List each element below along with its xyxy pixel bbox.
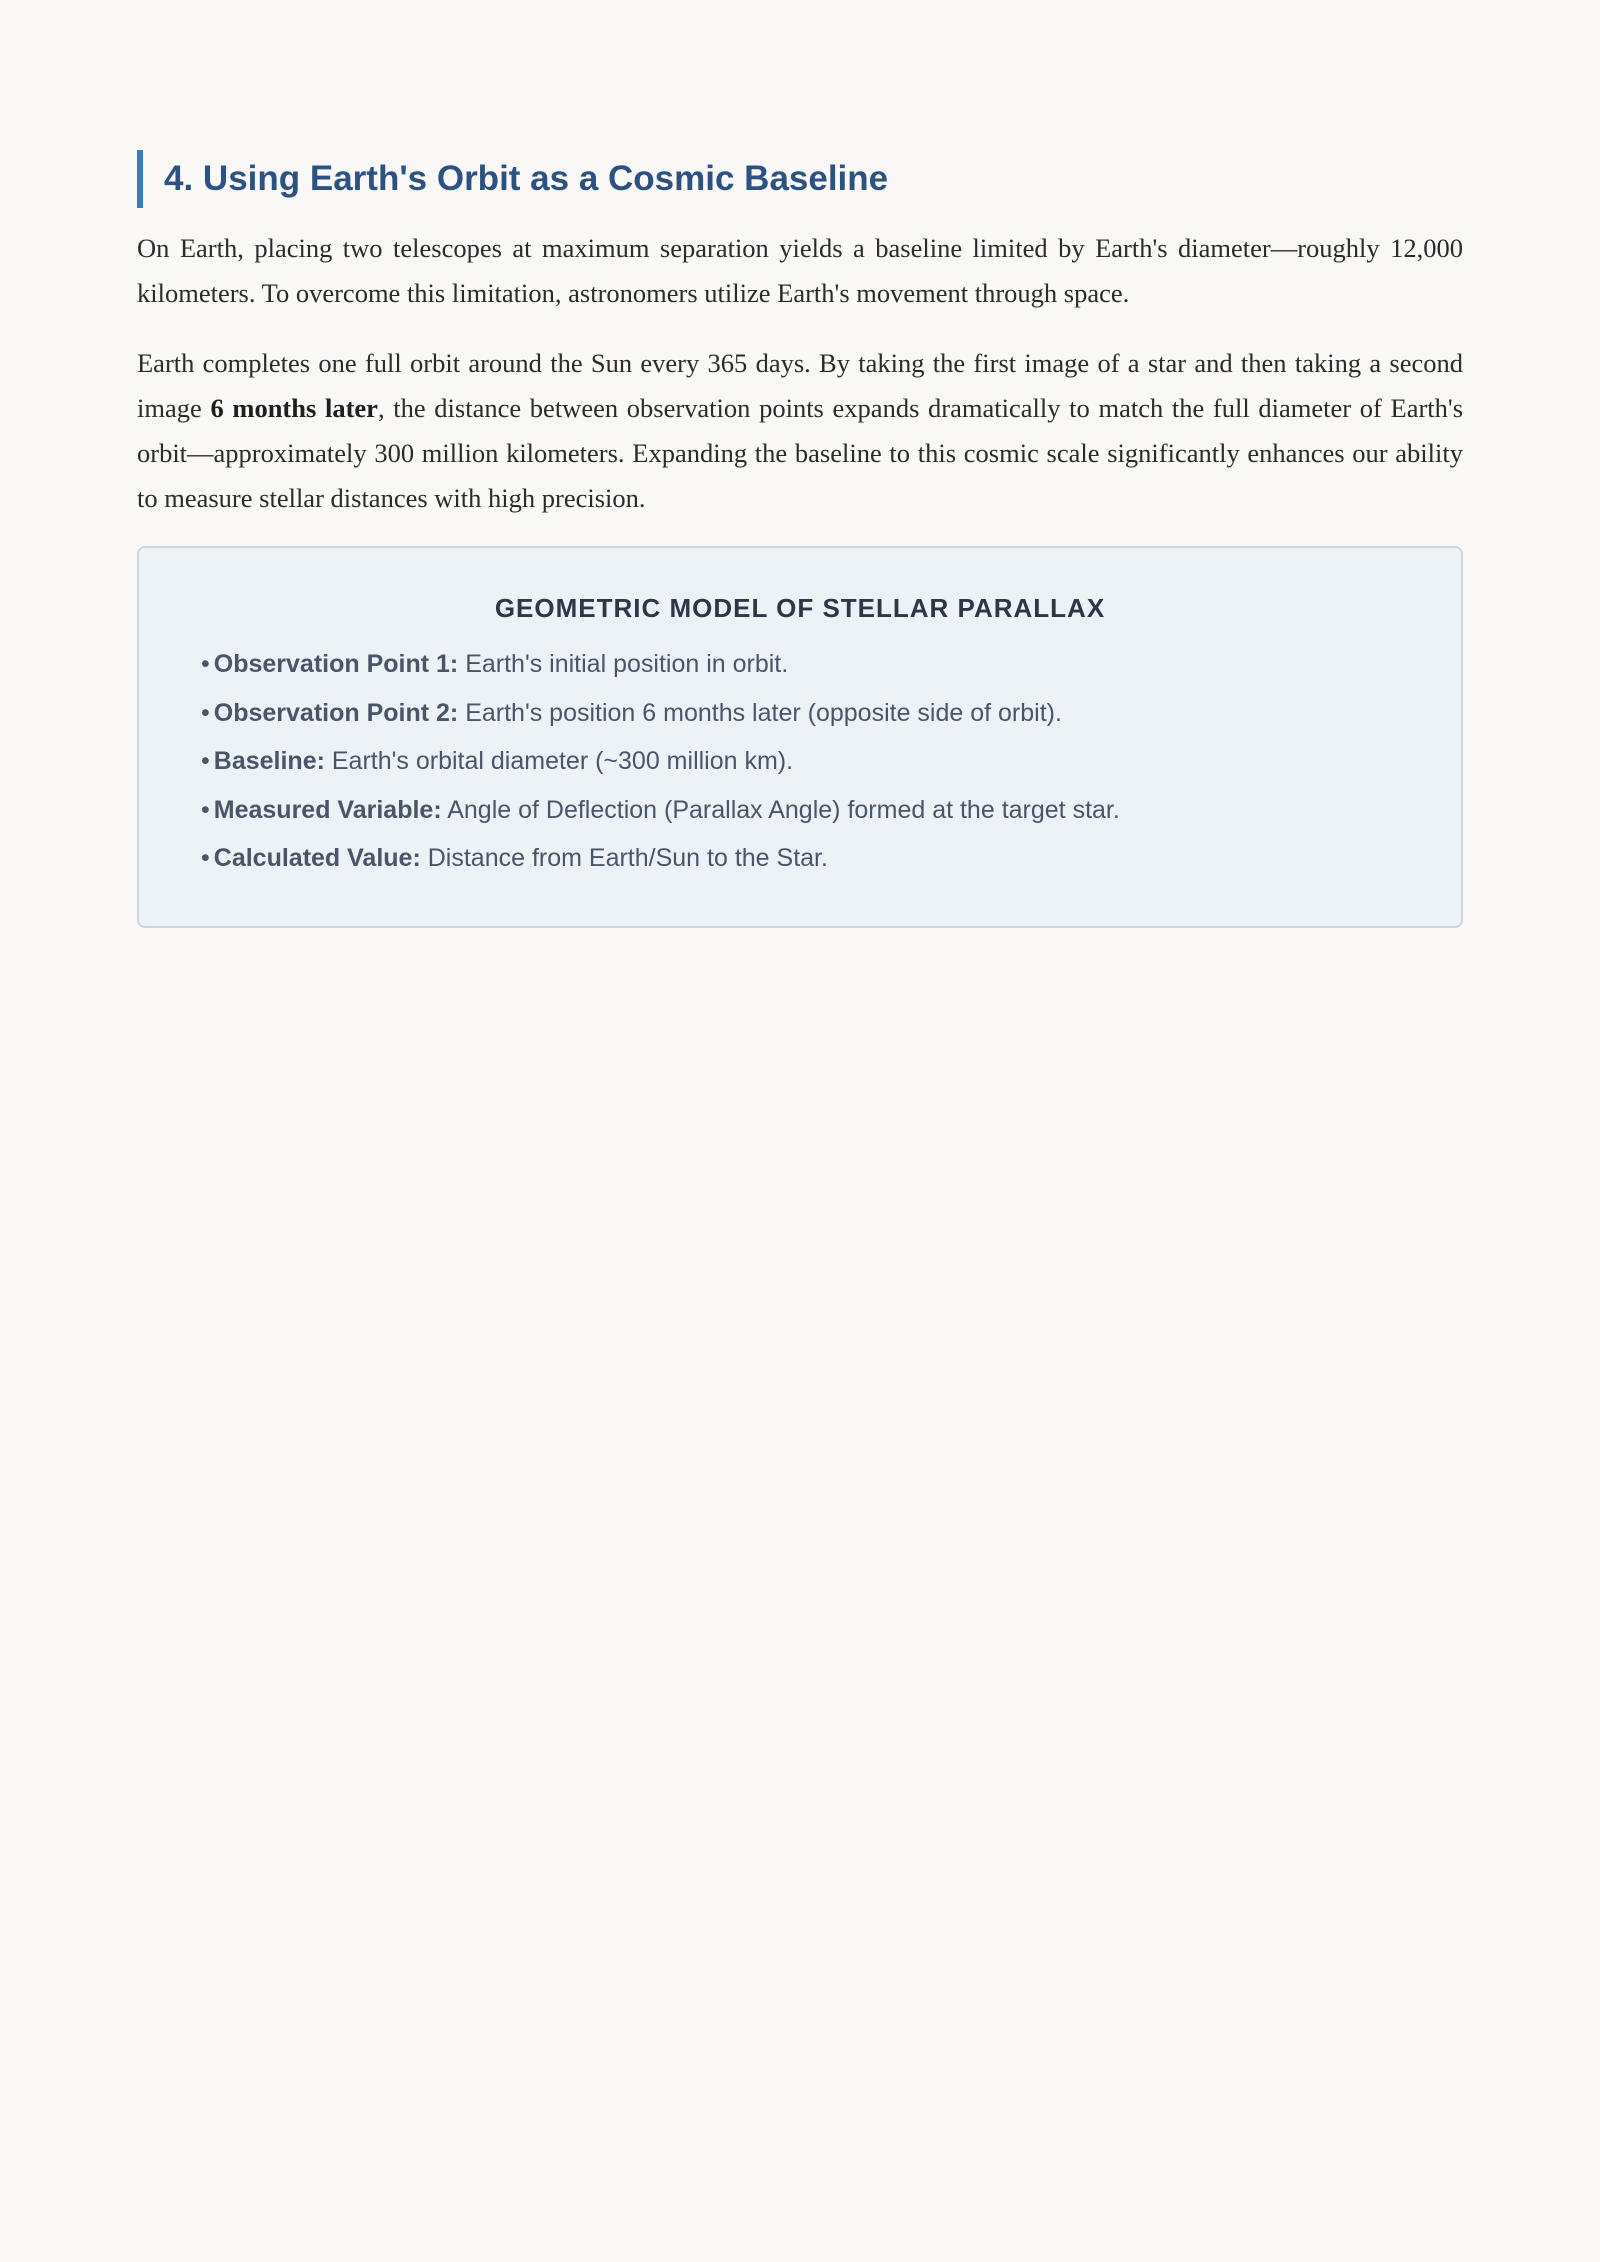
model-item-observation-point-2 [201,689,1399,738]
model-item-calculated-value [201,834,1399,883]
section-heading: 4. Using Earth's Orbit as a Cosmic Baseline [137,150,1463,208]
model-item-text: Earth's orbital diameter (~300 million km). [324,747,794,775]
model-item-baseline [201,737,1399,786]
model-item-measured-variable [201,786,1399,835]
model-item-text: Earth's position 6 months later (opposite side of orbit). [458,698,1062,727]
model-item-text: Angle of Deflection (Parallax Angle) formed at the target star. [441,795,1120,824]
bullet-icon: • [201,650,210,678]
intro-paragraph-text: On Earth, placing two telescopes at maximum separation yields a baseline limited by Earth's diameter—roughly 12,000 kilometers. To overcome this limitation, astronomers utilize Earth's movement through space. [137,233,1463,308]
model-item-observation-point-1 [201,640,1399,689]
orbit-paragraph-text-start: Earth completes one full orbit around the Sun every 365 days. By taking the first image of a star and then taking a second image [137,348,1463,423]
model-item-term: Observation Point 1: [213,650,459,678]
intro-paragraph [137,226,1463,316]
orbit-paragraph [137,341,1463,521]
bullet-icon: • [201,795,210,824]
bullet-icon: • [201,698,210,727]
model-item-term: Baseline: [213,747,325,775]
document-page [137,150,1463,928]
model-title: GEOMETRIC MODEL OF STELLAR PARALLAX [494,593,1106,623]
bullet-icon: • [201,747,210,775]
model-item-term: Measured Variable: [213,795,442,824]
model-item-term: Observation Point 2: [213,698,459,727]
model-item-term: Calculated Value: [213,844,421,872]
orbit-paragraph-emphasis: 6 months later [210,393,378,423]
orbit-paragraph-text-end: , the distance between observation points expands dramatically to match the full diameter of Earth's orbit—approximately 300 million kilometers. Expanding the baseline to this cosmic scale significantly enhances our ability to measure stellar distances with high precision. [137,393,1464,513]
parallax-model-box [137,546,1463,928]
bullet-icon: • [201,844,210,872]
model-list [201,640,1399,883]
model-item-text: Earth's initial position in orbit. [458,650,789,678]
model-item-text: Distance from Earth/Sun to the Star. [420,844,828,872]
